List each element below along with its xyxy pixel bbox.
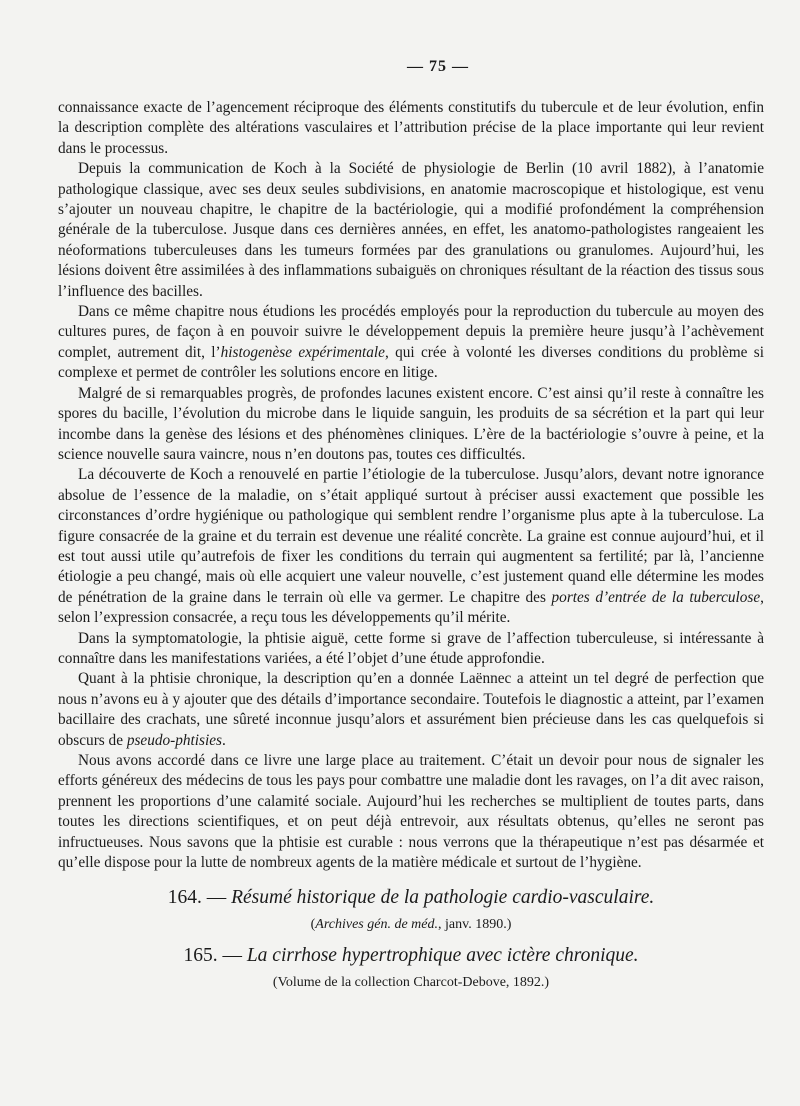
paragraph: Dans la symptomatologie, la phtisie aiguë, cette forme si grave de l’affection tuberculeuse, si intéressante à connaître dans les manifestations variées, a été l’objet d’une étude approfondie. (58, 629, 764, 667)
entry-title-text: Résumé historique de la pathologie cardio-vasculaire. (231, 887, 655, 909)
emphasis: portes d’entrée de la tuberculose (551, 588, 761, 606)
paragraph: Dans ce même chapitre nous étudions les procédés employés pour la reproduction du tubercule au moyen des cultures pures, de façon à en pouvoir suivre le développement depuis la première heure jusqu’à l’achèvement complet, autrement dit, l’histogenèse expérimentale, qui crée à volonté les diverses conditions du problème si complexe et permet de contrôler les solutions encore en litige. (58, 303, 765, 382)
paragraph: Nous avons accordé dans ce livre une large place au traitement. C’était un devoir pour nous de signaler les efforts généreux des médecins de tous les pays pour combattre une maladie dont les ravages, on l’a dit avec raison, prennent les proportions d’une calamité sociale. Aujourd’hui les recherches se multiplient de toutes parts, dans toutes les directions scientifiques, et on peut déjà entrevoir, aux résultats obtenus, qu’elles ne seront pas infructueuses. Nous savons que la phtisie est curable : nous verrons que la thérapeutique n’est pas désarmée et qu’elle dispose pour la lutte de nombreux agents de la matière médicale et surtout de l’hygiène. (58, 752, 764, 872)
entry-title-text: La cirrhose hypertrophique avec ictère chronique. (246, 945, 639, 967)
entry-number: 164. — (167, 887, 232, 909)
entry-source: (Archives gén. de méd., janv. 1890.) (310, 917, 512, 933)
entry-title (58, 943, 764, 969)
paragraph: Malgré de si remarquables progrès, de profondes lacunes existent encore. C’est ainsi qu’il reste à connaître les spores du bacille, l’évolution du microbe dans le liquide sanguin, les produits de sa sécrétion et la part qui leur incombe dans la genèse des lésions et des phénomènes cliniques. L’ère de la bactériologie s’ouvre à peine, et la science nouvelle saura vaincre, nous n’en doutons pas, toutes ces difficultés. (58, 384, 764, 463)
entry-title (58, 885, 764, 911)
emphasis: histogenèse expérimentale (220, 343, 385, 361)
paragraph: Quant à la phtisie chronique, la description qu’en a donnée Laënnec a atteint un tel degré de perfection que nous n’avons eu à y ajouter que des détails d’importance secondaire. Toutefois le diagnostic a atteint, par l’examen bacillaire des crachats, une sûreté inconnue jusqu’alors et assurément bien précieuse dans les cas quelquefois si obscurs de pseudo-phtisies. (58, 670, 764, 749)
paragraph: La découverte de Koch a renouvelé en partie l’étiologie de la tuberculose. Jusqu’alors, devant notre ignorance absolue de l’essence de la maladie, on s’était appliqué surtout à préciser aussi exactement que possible les circonstances d’ordre hygiénique ou pathologique qui semblent rendre l’organisme plus apte à la tuberculose. La figure consacrée de la graine et du terrain est devenue une réalité concrète. La graine est connue aujourd’hui, et il est tout aussi utile qu’autrefois de fixer les conditions du terrain qui augmentent sa fertilité; par là, l’ancienne étiologie a peu changé, mais où elle acquiert une valeur nouvelle, c’est justement quand elle détermine les modes de pénétration de la graine dans le terrain où elle va germer. Le chapitre des portes d’entrée de la tuberculose, selon l’expression consacrée, a reçu tous les développements qu’il mérite. (58, 466, 764, 627)
entry-number: 165. — (183, 945, 247, 967)
body-text (58, 98, 764, 873)
page-number: — 75 — (407, 58, 469, 75)
paragraph: Depuis la communication de Koch à la Société de physiologie de Berlin (10 avril 1882), à l’anatomie pathologique classique, avec ses deux seules subdivisions, en anatomie macroscopique et histologique, est venu s’ajouter un nouveau chapitre, le chapitre de la bactériologie, qui a modifié profondément la compréhension générale de la tuberculose. Jusque dans ces dernières années, en effet, les anatomo-pathologistes rangeaient les néoformations tuberculeuses dans les tumeurs formées par des granulations ou granulomes. Aujourd’hui, les lésions doivent être assimilées à des inflammations subaiguës on chroniques résultant de la réaction des tissus sous l’influence des bacilles. (58, 160, 764, 300)
bibliography-entry-164 (58, 885, 764, 935)
emphasis: pseudo-phtisies (126, 731, 223, 749)
bibliography-entry-165 (58, 943, 764, 993)
entry-source: (Volume de la collection Charcot-Debove, 1892.) (272, 975, 550, 991)
paragraph: connaissance exacte de l’agencement réciproque des éléments constitutifs du tubercule et de leur évolution, enfin la description complète des altérations vasculaires et l’attribution précise de la place importante qui leur revient dans le processus. (58, 99, 764, 157)
